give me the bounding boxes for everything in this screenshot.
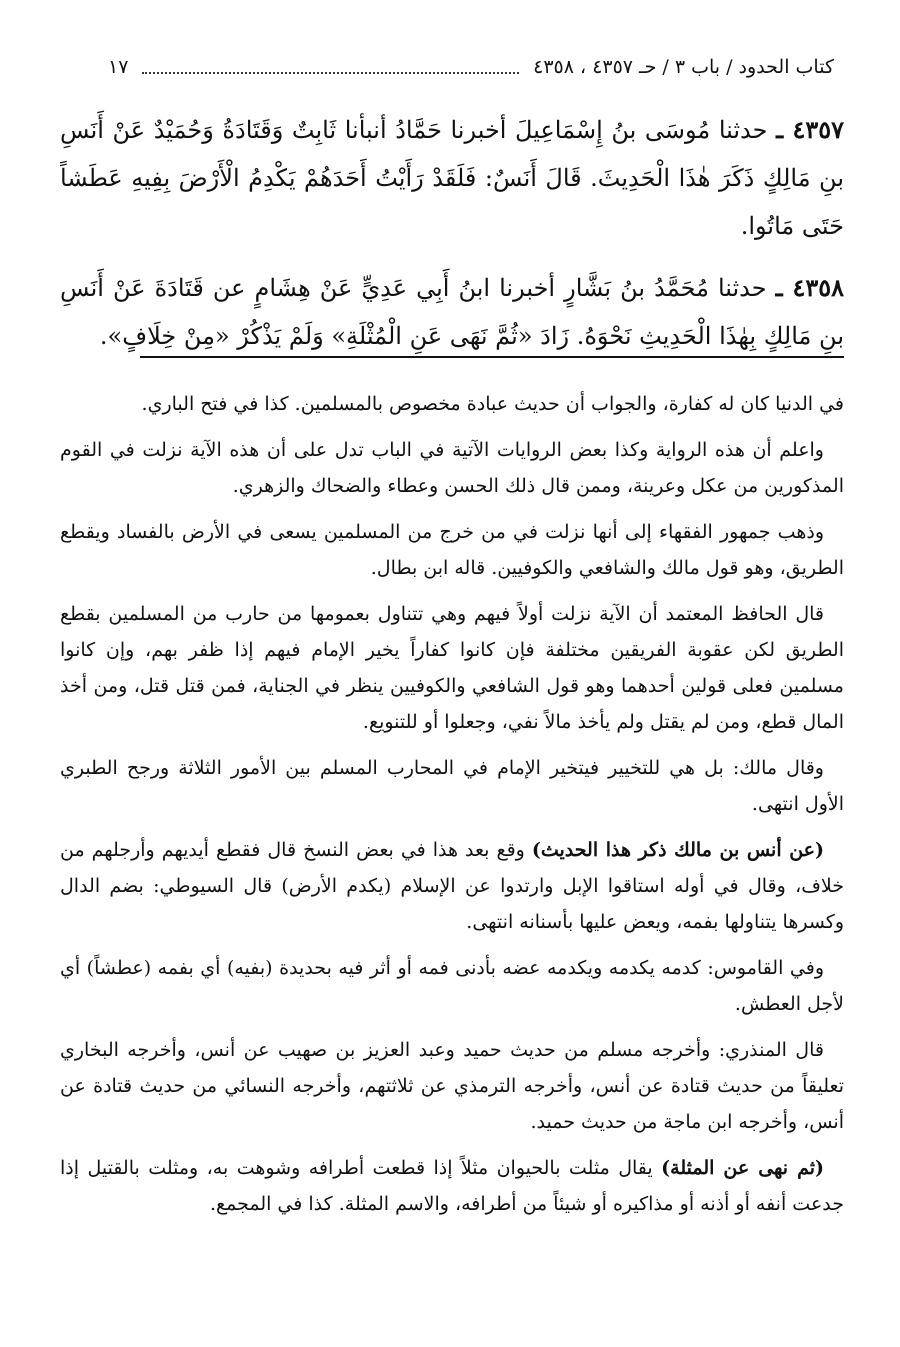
- hadith-body: حدثنا مُحَمَّدُ بنُ بَشَّارٍ أخبرنا ابنُ أَبِي عَدِيٍّ عَنْ هِشَامٍ عن قَتَادَةَ عَنْ أَنَسِ بنِ مَالِكٍ بِهٰذَا الْحَدِيثِ نَحْوَهُ. زَادَ «ثُمَّ نَهَى عَنِ الْمُثْلَةِ» وَلَمْ يَذْكُرْ «مِنْ خِلَافٍ».: [60, 274, 844, 350]
- commentary: [60, 386, 844, 1232]
- running-header: [108, 52, 834, 82]
- hadith-text: [60, 106, 844, 374]
- hadith-number: ٤٣٥٧ ـ: [776, 115, 844, 144]
- header-title: كتاب الحدود / باب ٣ / حـ ٤٣٥٧ ، ٤٣٥٨: [533, 56, 834, 78]
- hadith-4358: [60, 264, 844, 360]
- commentary-paragraph: قال المنذري: وأخرجه مسلم من حديث حميد وعبد العزيز بن صهيب عن أنس، وأخرجه البخاري تعليقاً من حديث قتادة عن أنس، وأخرجه الترمذي عن ثلاثتهم، وأخرجه النسائي من حديث قتادة عن أنس، وأخرجه ابن ماجة من حديث حميد.: [60, 1039, 844, 1133]
- commentary-paragraph: واعلم أن هذه الرواية وكذا بعض الروايات الآتية في الباب تدل على أن هذه الآية نزلت في القوم المذكورين من عكل وعرينة، وممن قال ذلك الحسن وعطاء والضحاك والزهري.: [60, 439, 844, 497]
- hadith-body: حدثنا مُوسَى بنُ إِسْمَاعِيلَ أخبرنا حَمَّادُ أنبأنا ثَابِتٌ وَقَتَادَةُ وَحُمَيْدٌ عَنْ أَنَسِ بنِ مَالِكٍ ذَكَرَ هٰذَا الْحَدِيثَ. قَالَ أَنَسٌ: فَلَقَدْ رَأَيْتُ أَحَدَهُمْ يَكْدِمُ الْأَرْضَ بِفِيهِ عَطَشاً حَتَى مَاتُوا.: [60, 116, 844, 240]
- header-leader-dots: [142, 60, 519, 74]
- commentary-paragraph: (عن أنس بن مالك ذكر هذا الحديث) وقع بعد هذا في بعض النسخ قال فقطع أيديهم وأرجلهم من خلاف، وقال في أوله استاقوا الإبل وارتدوا عن الإسلام (يكدم الأرض) قال السيوطي: بضم الدال وكسرها يتناولها بفمه، ويعض عليها بأسنانه انتهى.: [60, 839, 844, 933]
- page-number: ١٧: [108, 56, 129, 78]
- commentary-paragraph: وقال مالك: بل هي للتخيير فيتخير الإمام في المحارب المسلم بين الأمور الثلاثة ورجح الطبري الأول انتهى.: [60, 757, 844, 815]
- commentary-paragraph: وفي القاموس: كدمه يكدمه ويكدمه عضه بأدنى فمه أو أثر فيه بحديدة (بفيه) أي بفمه (عطشاً) أي لأجل العطش.: [60, 957, 844, 1015]
- hadith-4357: [60, 106, 844, 250]
- hadith-number: ٤٣٥٨ ـ: [775, 273, 844, 302]
- separator-line: [140, 356, 844, 358]
- commentary-paragraph: وذهب جمهور الفقهاء إلى أنها نزلت في من خرج من المسلمين يسعى في الأرض بالفساد ويقطع الطريق، وهو قول مالك والشافعي والكوفيين. قاله ابن بطال.: [60, 521, 844, 579]
- commentary-paragraph: في الدنيا كان له كفارة، والجواب أن حديث عبادة مخصوص بالمسلمين. كذا في فتح الباري.: [141, 393, 844, 415]
- commentary-paragraph: قال الحافظ المعتمد أن الآية نزلت أولاً فيهم وهي تتناول بعمومها من حارب من المسلمين بقطع الطريق لكن عقوبة الفريقين مختلفة فإن كانوا كفاراً يخير الإمام فيهم إذا ظفر بهم، وإن كانوا مسلمين فعلى قولين أحدهما وهو قول الشافعي والكوفيين ينظر في الجناية، فمن قتل قتل، ومن أخذ المال قطع، ومن لم يقتل ولم يأخذ مالاً نفي، وجعلوا أو للتنويع.: [60, 603, 844, 733]
- commentary-paragraph: (ثم نهى عن المثلة) يقال مثلت بالحيوان مثلاً إذا قطعت أطرافه وشوهت به، ومثلت بالقتيل إذا جدعت أنفه أو أذنه أو مذاكيره أو شيئاً من أطرافه، والاسم المثلة. كذا في المجمع.: [60, 1157, 844, 1215]
